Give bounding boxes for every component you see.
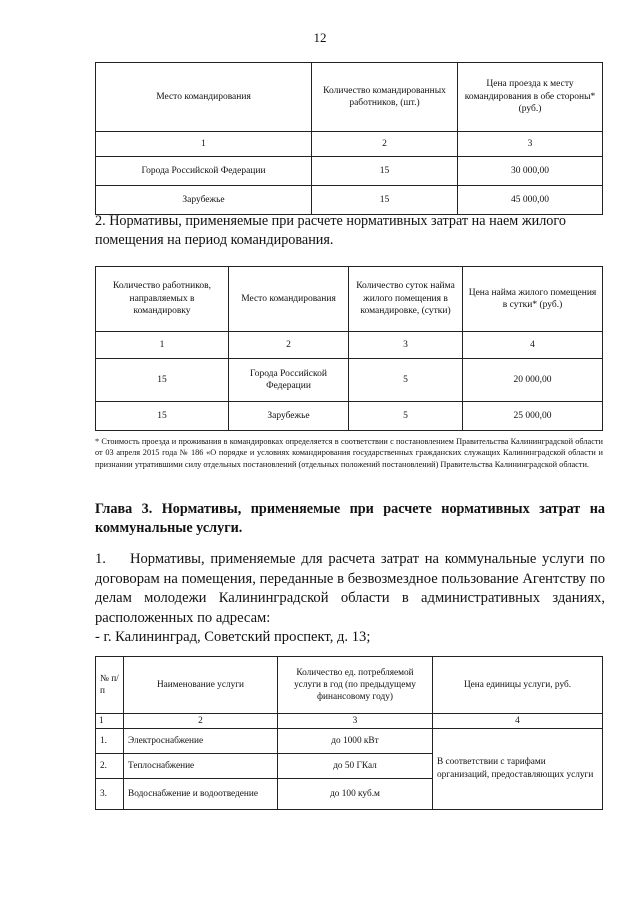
table-header-cell: Место командирования	[229, 267, 349, 332]
table-column-number-row	[96, 714, 603, 729]
table-cell: 30 000,00	[458, 157, 603, 186]
accommodation-cost-table	[95, 266, 603, 431]
table-header-cell: Количество ед. потребляемой услуги в год (по предыдущему финансовому году)	[278, 657, 433, 714]
column-number: 1	[96, 332, 229, 359]
table-row	[96, 186, 603, 215]
table-header-cell: Количество работников, направляемых в командировку	[96, 267, 229, 332]
address-line: - г. Калининград, Советский проспект, д. 13;	[95, 629, 371, 645]
table-header-cell: Цена проезда к месту командирования в обе стороны* (руб.)	[458, 63, 603, 132]
section-2-paragraph: 2. Нормативы, применяемые при расчете нормативных затрат на наем жилого помещения на период командирования.	[95, 213, 566, 248]
table-cell: 20 000,00	[463, 359, 603, 402]
section-text: Нормативы, применяемые для расчета затрат на коммунальные услуги по договорам на помещения, переданные в безвозмездное пользование Агентству по делам молодежи Калининградской области в административных зданиях, расположенных по адресам:	[95, 551, 605, 626]
table-column-number-row	[96, 132, 603, 157]
table-header-row	[96, 267, 603, 332]
service-quantity: до 1000 кВт	[278, 729, 433, 754]
table-header-cell: Цена найма жилого помещения в сутки* (руб.)	[463, 267, 603, 332]
table-header-row	[96, 657, 603, 714]
table-header-cell: Количество командированных работников, (шт.)	[312, 63, 458, 132]
table-cell: 45 000,00	[458, 186, 603, 215]
section-3-1-paragraph	[95, 550, 605, 648]
service-name: Теплоснабжение	[124, 754, 278, 779]
table-row	[96, 157, 603, 186]
column-number: 2	[124, 714, 278, 729]
page-number: 12	[313, 30, 327, 45]
column-number: 2	[229, 332, 349, 359]
table-cell: Города Российской Федерации	[96, 157, 312, 186]
row-number: 2.	[96, 754, 124, 779]
table-cell: 5	[349, 402, 463, 431]
table-cell: 25 000,00	[463, 402, 603, 431]
column-number: 2	[312, 132, 458, 157]
table-header-cell: Наименование услуги	[124, 657, 278, 714]
table-cell: Города Российской Федерации	[229, 359, 349, 402]
table-header-cell: Цена единицы услуги, руб.	[433, 657, 603, 714]
row-number: 3.	[96, 779, 124, 810]
table-cell: 15	[312, 186, 458, 215]
table-column-number-row	[96, 332, 603, 359]
table-cell: Зарубежье	[229, 402, 349, 431]
table-cell: 15	[312, 157, 458, 186]
price-note: В соответствии с тарифами организаций, предоставляющих услуги	[433, 729, 603, 810]
utilities-table	[95, 656, 603, 810]
travel-cost-table	[95, 62, 603, 215]
table-cell: 5	[349, 359, 463, 402]
table-row	[96, 729, 603, 754]
table-header-cell: Место командирования	[96, 63, 312, 132]
column-number: 3	[349, 332, 463, 359]
section-number: 1.	[95, 551, 106, 567]
column-number: 1	[96, 714, 124, 729]
column-number: 4	[463, 332, 603, 359]
column-number: 3	[458, 132, 603, 157]
column-number: 1	[96, 132, 312, 157]
service-quantity: до 100 куб.м	[278, 779, 433, 810]
table-row	[96, 402, 603, 431]
column-number: 3	[278, 714, 433, 729]
column-number: 4	[433, 714, 603, 729]
service-name: Электроснабжение	[124, 729, 278, 754]
footnote: * Стоимость проезда и проживания в командировках определяется в соответствии с постановлением Правительства Калининградской области от 03 апреля 2015 года № 186 «О порядке и условиях командирования государственных гражданских служащих Калининградской области и признании утратившими силу отдельных постановлений (отдельных положений постановлений) Правительства Калининградской области.	[95, 437, 603, 469]
table-header-cell: Количество суток найма жилого помещения в командировке, (сутки)	[349, 267, 463, 332]
chapter-3-heading: Глава 3. Нормативы, применяемые при расчете нормативных затрат на коммунальные услуги.	[95, 501, 605, 536]
table-header-cell: № п/п	[96, 657, 124, 714]
table-cell: 15	[96, 402, 229, 431]
table-cell: Зарубежье	[96, 186, 312, 215]
service-quantity: до 50 ГКал	[278, 754, 433, 779]
table-row	[96, 359, 603, 402]
row-number: 1.	[96, 729, 124, 754]
table-header-row	[96, 63, 603, 132]
service-name: Водоснабжение и водоотведение	[124, 779, 278, 810]
table-cell: 15	[96, 359, 229, 402]
